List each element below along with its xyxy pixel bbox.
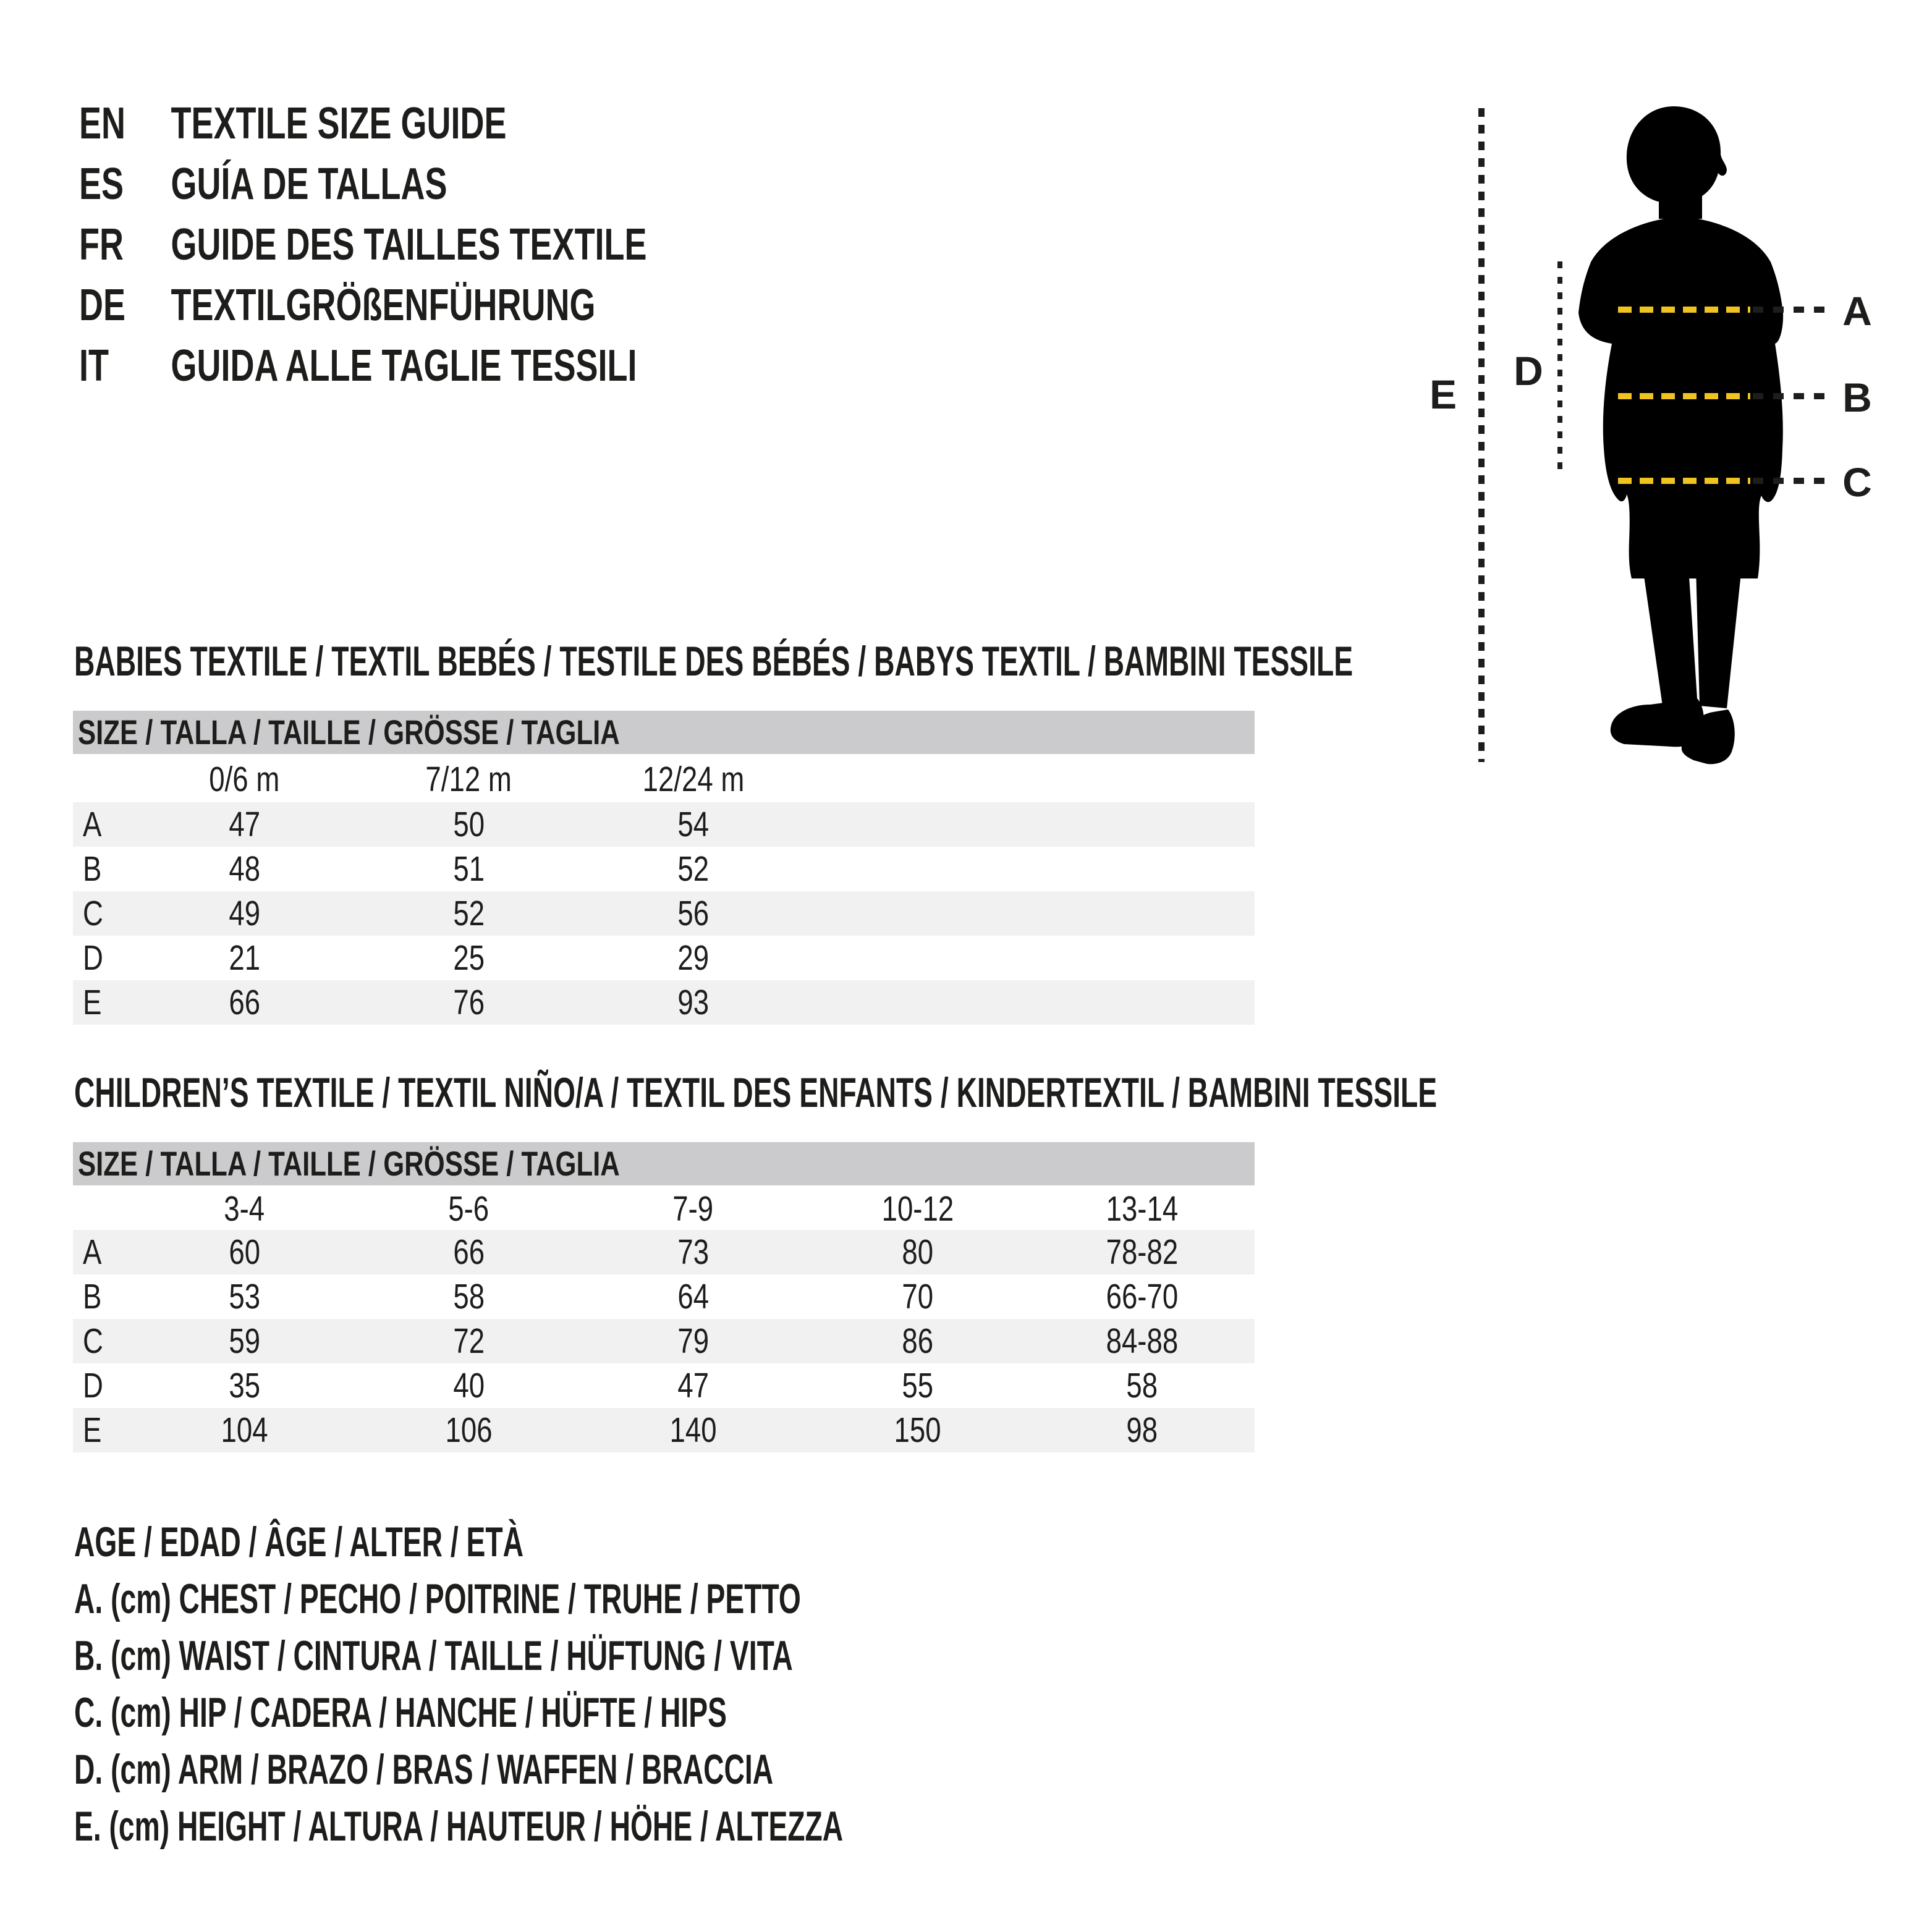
guide-title: GUÍA DE TALLAS [171, 159, 447, 209]
table-value: 66 [453, 1232, 485, 1272]
guide-title: GUIDE DES TAILLES TEXTILE [171, 220, 647, 269]
table-value: 70 [902, 1277, 933, 1316]
chest-measure-line-a-yellow [1618, 307, 1750, 313]
empty-cell [805, 754, 1030, 805]
table-value: 55 [902, 1366, 933, 1405]
table-value: 104 [221, 1410, 268, 1450]
empty-cell [805, 847, 1030, 891]
children-column-header-row [73, 1185, 1255, 1230]
table-value: 76 [453, 983, 485, 1022]
empty-cell [73, 1185, 132, 1232]
measurement-legend [74, 1514, 1205, 1855]
table-value: 25 [453, 938, 485, 978]
table-row [73, 847, 1255, 891]
table-value: 52 [453, 894, 485, 933]
column-header: 5-6 [448, 1189, 489, 1229]
babies-column-header-row [73, 754, 1255, 802]
language-title-list [79, 93, 836, 396]
table-value: 54 [677, 805, 709, 844]
table-value: 51 [453, 849, 485, 889]
table-value: 60 [229, 1232, 260, 1272]
table-value: 98 [1126, 1410, 1158, 1450]
column-header: 7-9 [672, 1189, 714, 1229]
table-row [73, 936, 1255, 980]
measure-label-c: C [1842, 459, 1872, 505]
guide-title: TEXTILE SIZE GUIDE [171, 99, 507, 148]
table-value: 140 [669, 1410, 717, 1450]
empty-cell [1030, 891, 1254, 936]
measure-label-e: E [1429, 371, 1457, 417]
size-header-bar [73, 711, 1255, 754]
table-value: 84-88 [1106, 1321, 1178, 1361]
hip-measure-line-c-yellow [1618, 478, 1750, 484]
waist-measure-line-b-dark [1753, 393, 1824, 399]
measure-label-b: B [1842, 375, 1872, 420]
arm-measure-line-d [1557, 261, 1562, 470]
table-row [73, 1319, 1255, 1363]
table-row [73, 802, 1255, 847]
legend-arm: D. (cm) ARM / BRAZO / BRAS / WAFFEN / BRACCIA [74, 1746, 774, 1793]
column-header: 12/24 m [642, 760, 744, 799]
row-label: A [83, 1232, 102, 1272]
language-row-it [79, 336, 836, 396]
table-row [73, 1230, 1255, 1274]
empty-cell [805, 891, 1030, 936]
table-value: 78-82 [1106, 1232, 1178, 1272]
table-row [73, 1363, 1255, 1408]
column-header: 13-14 [1106, 1189, 1178, 1229]
row-label: C [83, 894, 103, 933]
children-section-heading: CHILDREN’S TEXTILE / TEXTIL NIÑO/A / TEXTIL DES ENFANTS / KINDERTEXTIL / BAMBINI TESSILE [74, 1069, 1438, 1116]
table-value: 59 [229, 1321, 260, 1361]
table-row [73, 1408, 1255, 1452]
table-value: 48 [229, 849, 260, 889]
size-header-label: SIZE / TALLA / TAILLE / GRÖSSE / TAGLIA [78, 713, 620, 752]
table-value: 56 [677, 894, 709, 933]
table-value: 66 [229, 983, 260, 1022]
language-row-de [79, 275, 836, 336]
babies-section-heading: BABIES TEXTILE / TEXTIL BEBÉS / TESTILE DES BÉBÉS / BABYS TEXTIL / BAMBINI TESSILE [74, 638, 1354, 685]
empty-cell [1030, 980, 1254, 1025]
guide-title: TEXTILGRÖßENFÜHRUNG [171, 281, 596, 330]
hip-measure-line-c-dark [1753, 478, 1824, 484]
language-row-en [79, 93, 836, 154]
empty-cell [1030, 802, 1254, 847]
table-value: 58 [1126, 1366, 1158, 1405]
legend-chest: A. (cm) CHEST / PECHO / POITRINE / TRUHE / PETTO [74, 1575, 801, 1622]
row-label: A [83, 805, 102, 844]
table-value: 47 [229, 805, 260, 844]
empty-cell [1030, 847, 1254, 891]
empty-cell [805, 980, 1030, 1025]
table-row [73, 891, 1255, 936]
table-value: 80 [902, 1232, 933, 1272]
silhouette-torso [1578, 201, 1783, 578]
legend-age: AGE / EDAD / ÂGE / ALTER / ETÀ [74, 1519, 524, 1566]
guide-title: GUIDA ALLE TAGLIE TESSILI [171, 341, 637, 391]
children-size-table [73, 1142, 1255, 1452]
size-header-label: SIZE / TALLA / TAILLE / GRÖSSE / TAGLIA [78, 1144, 620, 1183]
table-value: 79 [677, 1321, 709, 1361]
row-label: D [83, 1366, 103, 1405]
table-value: 29 [677, 938, 709, 978]
silhouette-head [1627, 106, 1727, 201]
table-row [73, 980, 1255, 1025]
language-row-fr [79, 214, 836, 275]
size-header-bar [73, 1142, 1255, 1185]
chest-measure-line-a-dark [1753, 307, 1824, 313]
row-label: E [83, 983, 102, 1022]
column-header: 3-4 [224, 1189, 265, 1229]
table-value: 150 [894, 1410, 941, 1450]
column-header: 0/6 m [209, 760, 280, 799]
table-value: 35 [229, 1366, 260, 1405]
table-value: 21 [229, 938, 260, 978]
row-label: B [83, 849, 102, 889]
empty-cell [1030, 754, 1254, 805]
silhouette-right-leg [1696, 567, 1742, 708]
empty-cell [1030, 936, 1254, 980]
row-label: D [83, 938, 103, 978]
language-code: IT [79, 341, 109, 391]
table-value: 86 [902, 1321, 933, 1361]
row-label: E [83, 1410, 102, 1450]
empty-cell [805, 936, 1030, 980]
table-value: 58 [453, 1277, 485, 1316]
measure-label-a: A [1842, 288, 1872, 334]
language-code: EN [79, 99, 126, 148]
table-value: 73 [677, 1232, 709, 1272]
legend-height: E. (cm) HEIGHT / ALTURA / HAUTEUR / HÖHE / ALTEZZA [74, 1803, 844, 1850]
silhouette-left-leg [1643, 567, 1697, 706]
table-value: 49 [229, 894, 260, 933]
column-header: 10-12 [881, 1189, 954, 1229]
empty-cell [73, 754, 132, 805]
table-value: 106 [445, 1410, 493, 1450]
table-value: 66-70 [1106, 1277, 1178, 1316]
row-label: C [83, 1321, 103, 1361]
language-code: ES [79, 159, 124, 209]
table-row [73, 1274, 1255, 1319]
babies-size-table [73, 711, 1255, 1025]
language-row-es [79, 154, 836, 214]
table-value: 52 [677, 849, 709, 889]
table-value: 47 [677, 1366, 709, 1405]
empty-cell [805, 802, 1030, 847]
legend-hip: C. (cm) HIP / CADERA / HANCHE / HÜFTE / HIPS [74, 1689, 727, 1736]
waist-measure-line-b-yellow [1618, 393, 1750, 399]
language-code: FR [79, 220, 124, 269]
language-code: DE [79, 281, 126, 330]
table-value: 40 [453, 1366, 485, 1405]
table-value: 64 [677, 1277, 709, 1316]
table-value: 53 [229, 1277, 260, 1316]
table-value: 50 [453, 805, 485, 844]
row-label: B [83, 1277, 102, 1316]
table-value: 72 [453, 1321, 485, 1361]
table-value: 93 [677, 983, 709, 1022]
column-header: 7/12 m [425, 760, 512, 799]
legend-waist: B. (cm) WAIST / CINTURA / TAILLE / HÜFTUNG / VITA [74, 1632, 793, 1679]
measure-label-d: D [1514, 348, 1543, 394]
